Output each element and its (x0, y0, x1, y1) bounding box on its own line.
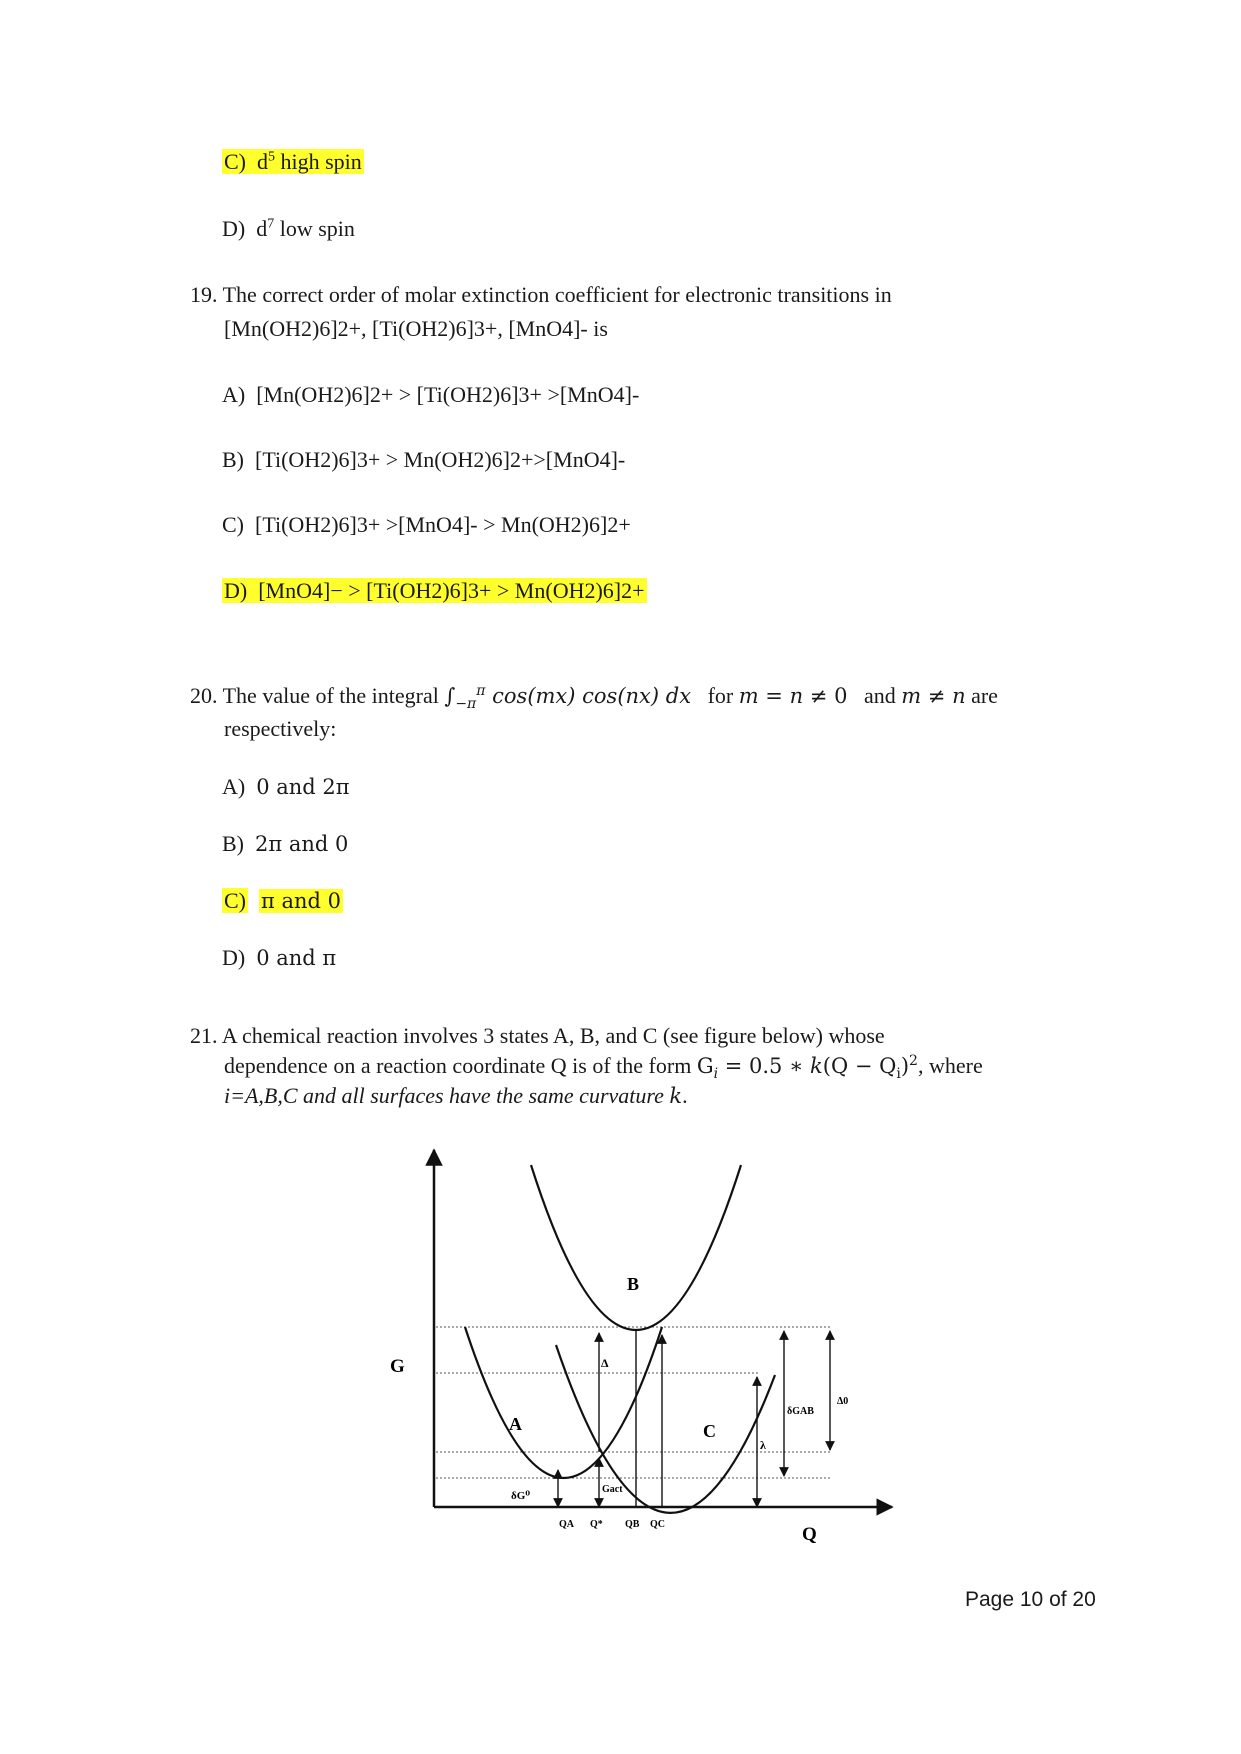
q19-question-line1: 19. The correct order of molar extinction coefficient for electronic transitions in (190, 282, 892, 307)
curve-b (531, 1165, 741, 1330)
delta-label: Δ (601, 1356, 609, 1370)
q20-option-b: B) 2π and 0 (222, 831, 349, 856)
q19-option-c: C) [Ti(OH2)6]3+ >[MnO4]- > Mn(OH2)6]2+ (222, 512, 631, 537)
curve-a (465, 1327, 662, 1478)
x-tick-qb: QB (625, 1519, 640, 1530)
potential-formula: $G_i = 0.5$ ∗ $k(Q - Q_i)^2$ (696, 1053, 918, 1083)
lambda-label: λ (760, 1438, 766, 1452)
g-act-label: Gact (602, 1484, 623, 1495)
x-tick-qc: QC (650, 1519, 665, 1530)
curve-a-label: A (509, 1414, 522, 1434)
q21-question-line3: i=A,B,C and all surfaces have the same curvature k. (224, 1083, 688, 1108)
q19-option-a: A) [Mn(OH2)6]2+ > [Ti(OH2)6]3+ >[MnO4]- (222, 382, 640, 407)
page-number: Page 10 of 20 (965, 1588, 1096, 1611)
x-tick-qa: QA (559, 1519, 574, 1530)
q21-question-line2: dependence on a reaction coordinate Q is of the form $G_i = 0.5$ ∗ $k(Q - Q_i)^2$, where (224, 1053, 983, 1083)
q20-option-a: A) 0 and 2π (222, 774, 350, 799)
curve-c (556, 1345, 775, 1513)
q18-option-c: C) $d^5$ high spin (224, 149, 362, 174)
curve-c-label: C (703, 1421, 716, 1441)
x-tick-qstar: Q* (590, 1519, 603, 1530)
integral-expression: $\int_{-\pi}^\pi$ cos(mx) cos(nx) dx (444, 683, 692, 713)
q19-option-b: B) [Ti(OH2)6]3+ > Mn(OH2)6]2+>[MnO4]- (222, 447, 626, 472)
q20-question-line1: 20. The value of the integral $\int_{-\pi}^\pi$ cos(mx) cos(nx) dx for m = n ≠ 0 and m ≠ n are (190, 683, 998, 713)
q20-question-line2: respectively: (224, 716, 337, 741)
y-axis-label: G (390, 1356, 405, 1377)
delta-g0-label: δG⁰ (511, 1490, 531, 1502)
q18-option-d: D) $d^7$ low spin (222, 216, 355, 241)
x-axis-label: Q (802, 1524, 817, 1545)
q19-option-d: D) [MnO4]− > [Ti(OH2)6]3+ > Mn(OH2)6]2+ (224, 578, 645, 603)
q20-option-c: C) π and 0 (224, 888, 342, 913)
delta-0-label: Δ0 (837, 1396, 849, 1407)
q20-option-d: D) 0 and π (222, 945, 337, 970)
q19-question-line2: [Mn(OH2)6]2+, [Ti(OH2)6]3+, [MnO4]- is (224, 316, 608, 341)
q21-question-line1: 21. A chemical reaction involves 3 states A, B, and C (see figure below) whose (190, 1023, 885, 1048)
curve-b-label: B (627, 1274, 640, 1294)
delta-g-ab-label: δGAB (787, 1406, 814, 1417)
